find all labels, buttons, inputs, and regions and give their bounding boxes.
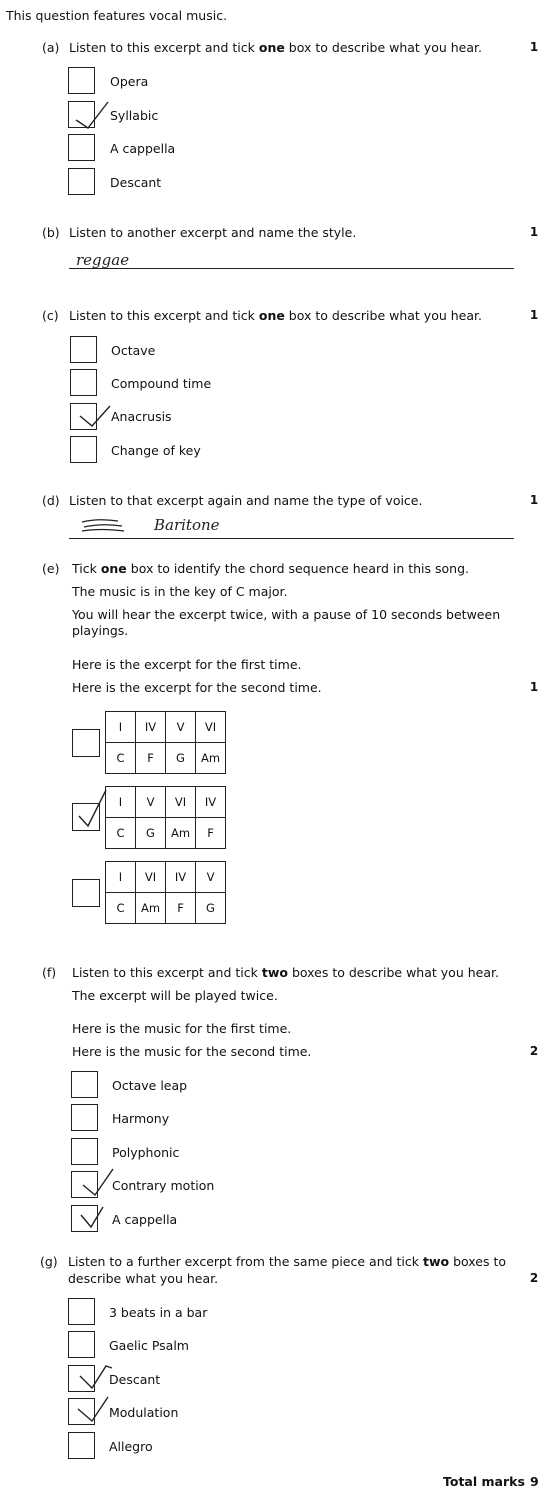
- part-c-option-1: Octave: [111, 343, 156, 358]
- part-a-checkbox-1[interactable]: [68, 67, 95, 94]
- part-g-option-2: Gaelic Psalm: [109, 1338, 189, 1353]
- part-e-second-play: Here is the excerpt for the second time.: [72, 680, 322, 695]
- part-d-text: Listen to that excerpt again and name the type of voice.: [69, 493, 423, 508]
- numeral-cell: IV: [166, 862, 196, 893]
- part-g-option-1: 3 beats in a bar: [109, 1305, 208, 1320]
- part-f-first-play: Here is the music for the first time.: [72, 1021, 292, 1036]
- chord-cell: F: [136, 743, 166, 774]
- part-d-answer-line[interactable]: [69, 538, 514, 539]
- part-e-key: The music is in the key of C major.: [72, 584, 288, 599]
- numeral-cell: VI: [166, 787, 196, 818]
- chord-table-1: [105, 711, 226, 774]
- part-f-mark: 2: [529, 1044, 539, 1058]
- part-e-checkbox-1[interactable]: [72, 729, 100, 757]
- part-b-answer: reggae: [76, 251, 130, 269]
- chord-cell: G: [166, 743, 196, 774]
- part-c-mark: 1: [529, 308, 539, 322]
- part-d-label: (d): [42, 493, 60, 508]
- part-e-instructions: You will hear the excerpt twice, with a pause of 10 seconds between: [72, 607, 501, 622]
- part-f-text: Listen to this excerpt and tick two boxes to describe what you hear.: [72, 965, 499, 980]
- part-f-played-twice: The excerpt will be played twice.: [72, 988, 278, 1003]
- part-f-option-5: A cappella: [112, 1212, 178, 1227]
- total-marks-value: 9: [530, 1474, 539, 1489]
- chord-cell: Am: [136, 893, 166, 924]
- part-a-option-2: Syllabic: [110, 108, 159, 123]
- part-f-option-2: Harmony: [112, 1111, 170, 1126]
- part-g-checkbox-2[interactable]: [68, 1331, 95, 1358]
- part-a-checkbox-4[interactable]: [68, 168, 95, 195]
- chord-table-2: [105, 786, 226, 849]
- part-c-option-3: Anacrusis: [111, 409, 172, 424]
- part-b-text: Listen to another excerpt and name the style.: [69, 225, 357, 240]
- part-e-text: Tick one box to identify the chord sequence heard in this song.: [72, 561, 469, 576]
- part-g-option-4: Modulation: [109, 1405, 179, 1420]
- numeral-cell: IV: [136, 712, 166, 743]
- part-b-mark: 1: [529, 225, 539, 239]
- part-c-checkbox-1[interactable]: [70, 336, 97, 363]
- chord-cell: C: [106, 818, 136, 849]
- part-a-text: Listen to this excerpt and tick one box to describe what you hear.: [69, 40, 482, 55]
- chord-cell: C: [106, 743, 136, 774]
- part-b-label: (b): [42, 225, 60, 240]
- part-c-option-4: Change of key: [111, 443, 201, 458]
- chord-cell: Am: [166, 818, 196, 849]
- part-e-checkbox-3[interactable]: [72, 879, 100, 907]
- part-d-mark: 1: [529, 493, 539, 507]
- numeral-cell: V: [166, 712, 196, 743]
- part-c-label: (c): [42, 308, 59, 323]
- part-f-checkbox-1[interactable]: [71, 1071, 98, 1098]
- part-g-mark: 2: [529, 1271, 539, 1285]
- numeral-cell: VI: [136, 862, 166, 893]
- part-g-option-5: Allegro: [109, 1439, 153, 1454]
- part-a-option-3: A cappella: [110, 141, 176, 156]
- scribble-icon: [78, 514, 148, 536]
- chord-cell: G: [196, 893, 226, 924]
- part-g-checkbox-1[interactable]: [68, 1298, 95, 1325]
- part-e-label: (e): [42, 561, 60, 576]
- chord-cell: C: [106, 893, 136, 924]
- part-f-option-1: Octave leap: [112, 1078, 188, 1093]
- part-a-label: (a): [42, 40, 60, 55]
- question-intro: This question features vocal music.: [6, 8, 228, 23]
- part-e-instructions-cont: playings.: [72, 623, 129, 638]
- part-g-option-3: Descant: [109, 1372, 161, 1387]
- part-a-mark: 1: [529, 40, 539, 54]
- part-f-checkbox-3[interactable]: [71, 1138, 98, 1165]
- chord-table-3: [105, 861, 226, 924]
- part-e-first-play: Here is the excerpt for the first time.: [72, 657, 302, 672]
- chord-cell: Am: [196, 743, 226, 774]
- part-f-checkbox-2[interactable]: [71, 1104, 98, 1131]
- chord-cell: F: [196, 818, 226, 849]
- tick-icon: [74, 788, 108, 832]
- part-f-second-play: Here is the music for the second time.: [72, 1044, 312, 1059]
- part-f-option-4: Contrary motion: [112, 1178, 215, 1193]
- part-f-option-3: Polyphonic: [112, 1145, 180, 1160]
- part-c-text: Listen to this excerpt and tick one box to describe what you hear.: [69, 308, 482, 323]
- numeral-cell: V: [196, 862, 226, 893]
- part-g-text-cont: describe what you hear.: [68, 1271, 219, 1286]
- numeral-cell: VI: [196, 712, 226, 743]
- chord-cell: G: [136, 818, 166, 849]
- part-g-text: Listen to a further excerpt from the same piece and tick two boxes to: [68, 1254, 507, 1269]
- part-d-answer: Baritone: [154, 516, 220, 534]
- part-c-checkbox-4[interactable]: [70, 436, 97, 463]
- part-e-mark: 1: [529, 680, 539, 694]
- total-marks-label: Total marks: [443, 1474, 525, 1489]
- part-a-option-4: Descant: [110, 175, 162, 190]
- numeral-cell: IV: [196, 787, 226, 818]
- part-c-checkbox-2[interactable]: [70, 369, 97, 396]
- part-b-answer-line[interactable]: [69, 268, 514, 269]
- part-g-checkbox-5[interactable]: [68, 1432, 95, 1459]
- part-c-option-2: Compound time: [111, 376, 212, 391]
- numeral-cell: V: [136, 787, 166, 818]
- tick-icon: [73, 1203, 109, 1233]
- part-a-option-1: Opera: [110, 74, 149, 89]
- part-f-label: (f): [42, 965, 57, 980]
- part-a-checkbox-3[interactable]: [68, 134, 95, 161]
- numeral-cell: I: [106, 862, 136, 893]
- part-g-label: (g): [40, 1254, 58, 1269]
- numeral-cell: I: [106, 787, 136, 818]
- chord-cell: F: [166, 893, 196, 924]
- numeral-cell: I: [106, 712, 136, 743]
